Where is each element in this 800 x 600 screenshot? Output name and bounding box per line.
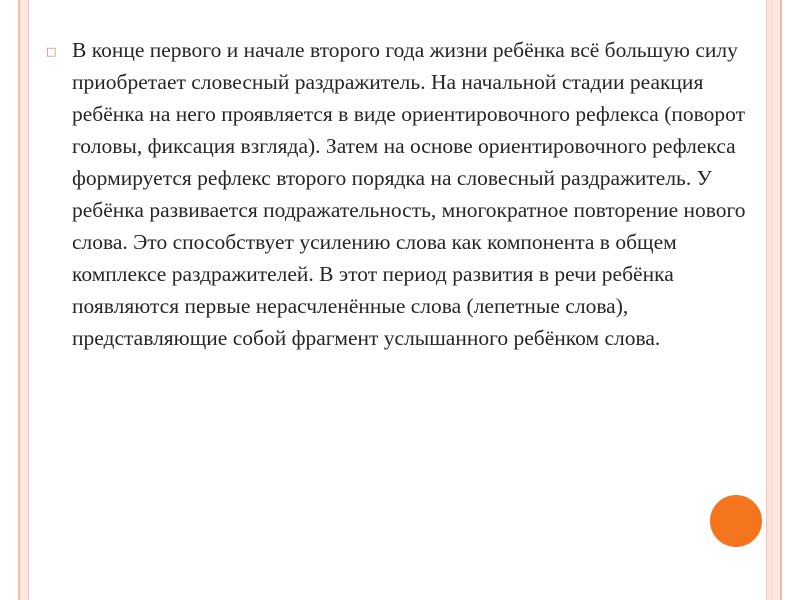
slide-frame-right-rail xyxy=(766,0,773,600)
bullet-icon: □ xyxy=(46,45,57,58)
slide-body-paragraph: В конце первого и начале второго года жизни ребёнка всё большую силу приобретает словесный раздражитель. На начальной стадии реакция ребёнка на него проявляется в виде ориентировочного рефлекса (поворот головы, фиксация взгляда). Затем на основе ориентировочного рефлекса формируется рефлекс второго порядка на словесный раздражитель. У ребёнка развивается подражательность, многократное повторение нового слова. Это способствует усилению слова как компонента в общем комплексе раздражителей. В этот период развития в речи ребёнка появляются первые нерасчленённые слова (лепетные слова), представляющие собой фрагмент услышанного ребёнком слова. xyxy=(72,38,746,350)
decorative-orange-circle xyxy=(710,495,762,547)
